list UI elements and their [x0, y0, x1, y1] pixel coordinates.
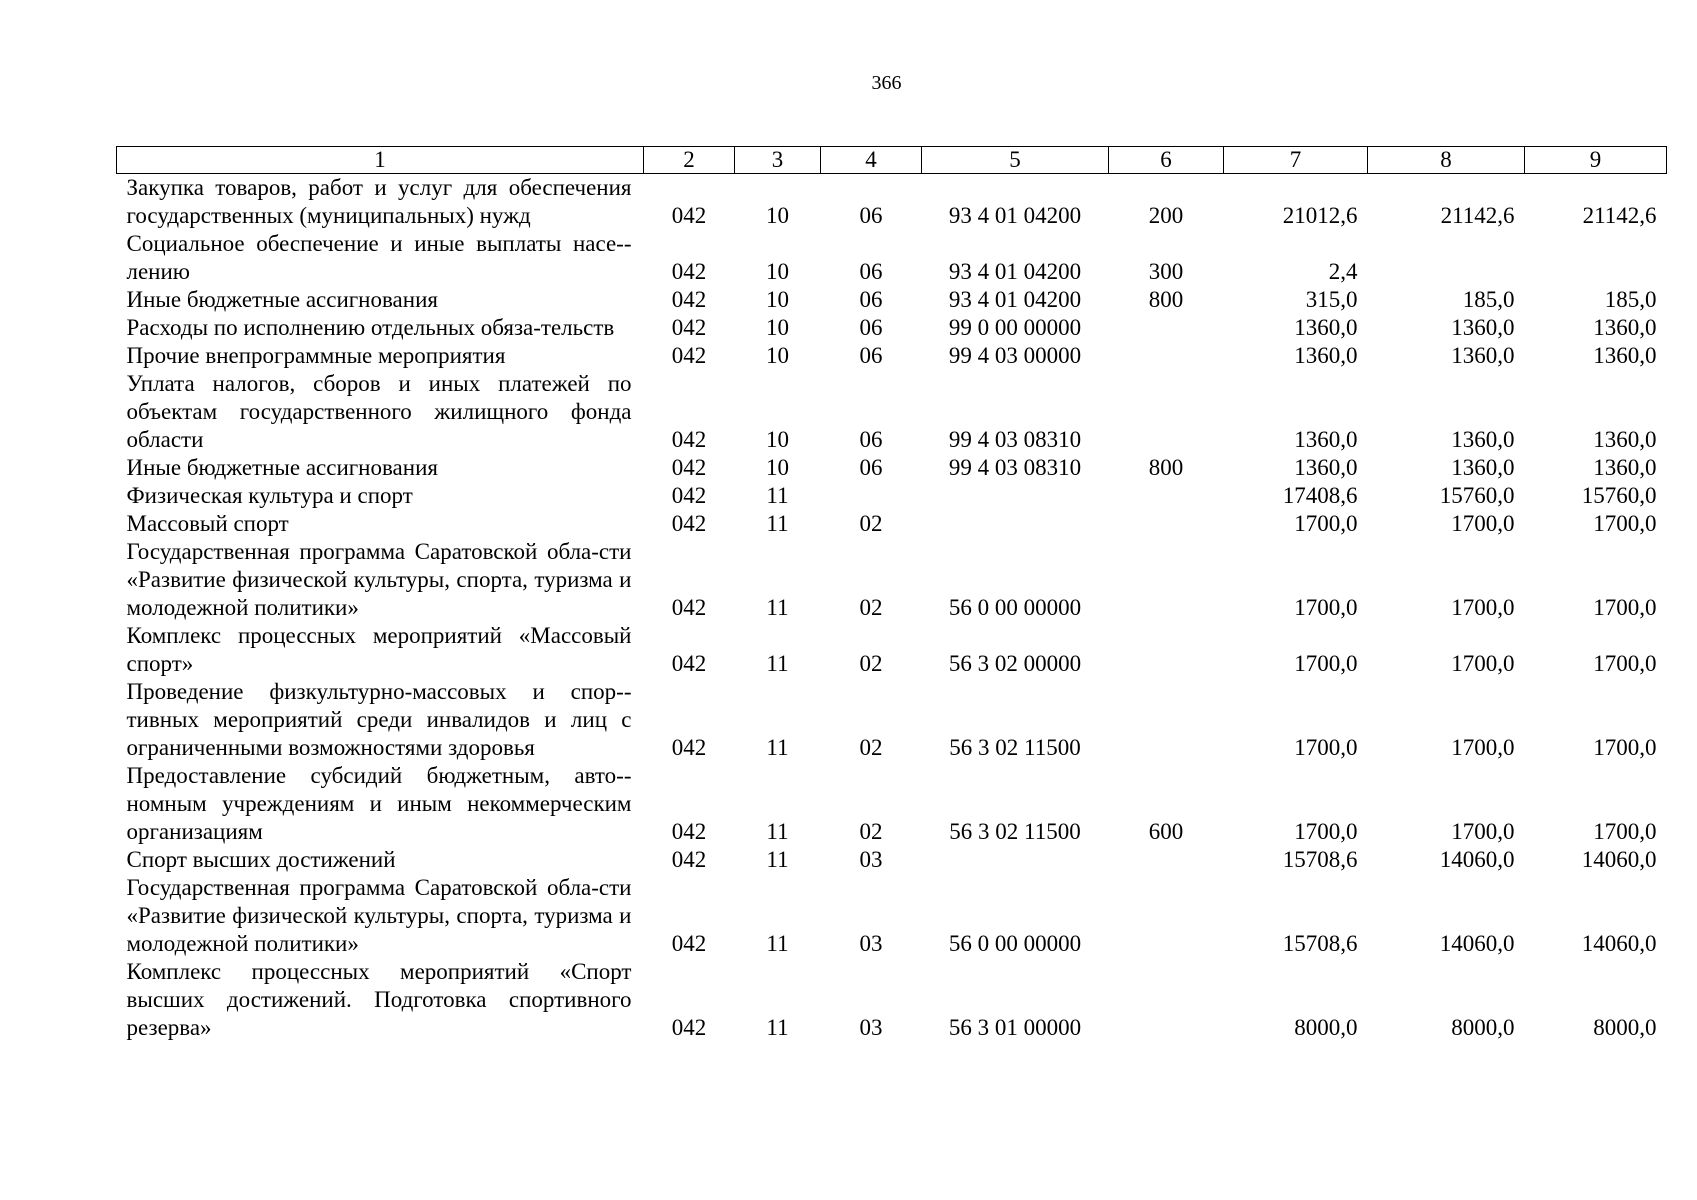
cell-col-2: 042 [671, 847, 707, 872]
cell-col-5 [922, 482, 1109, 510]
cell-col-5: 56 3 02 11500 [949, 819, 1081, 844]
row-name: Физическая культура и спорт [126, 483, 413, 508]
row-name: Предоставление субсидий бюджетным, авто-номным учреждениям и иным некоммерческим организациям [126, 763, 632, 844]
column-header-7: 7 [1224, 147, 1368, 174]
cell-col-9: 14060,0 [1581, 931, 1657, 956]
cell-col-5: 99 4 03 08310 [948, 427, 1082, 452]
cell-col-2: 042 [671, 343, 707, 368]
cell-col-2: 042 [671, 455, 707, 480]
row-name: Иные бюджетные ассигнования [126, 287, 438, 312]
cell-col-6 [1109, 314, 1224, 342]
cell-col-5: 56 3 02 00000 [948, 651, 1082, 676]
cell-col-9: 15760,0 [1581, 483, 1657, 508]
cell-col-4: 06 [859, 315, 883, 340]
cell-col-7: 17408,6 [1282, 483, 1358, 508]
table-row [117, 874, 1667, 958]
cell-col-7: 1700,0 [1294, 819, 1358, 844]
cell-col-9: 1700,0 [1593, 595, 1657, 620]
cell-col-6 [1109, 678, 1224, 762]
table-row [117, 370, 1667, 454]
cell-col-2: 042 [671, 511, 707, 536]
cell-col-5 [922, 846, 1109, 874]
row-name: Закупка товаров, работ и услуг для обеспечения государственных (муниципальных) нужд [126, 175, 632, 228]
cell-col-5: 56 0 00 00000 [948, 595, 1082, 620]
cell-col-2: 042 [671, 287, 707, 312]
table-row [117, 622, 1667, 678]
table-row [117, 762, 1667, 846]
cell-col-9 [1525, 230, 1667, 286]
row-name: Государственная программа Саратовской обла-сти «Развитие физической культуры, спорта, туризма и молодежной политики» [126, 875, 632, 956]
cell-col-4: 06 [859, 343, 883, 368]
cell-col-6: 600 [1148, 819, 1184, 844]
cell-col-4: 02 [859, 819, 883, 844]
cell-col-7: 1700,0 [1294, 651, 1358, 676]
row-name: Массовый спорт [126, 511, 289, 536]
cell-col-3: 11 [766, 595, 789, 620]
cell-col-9: 1700,0 [1593, 651, 1657, 676]
cell-col-2: 042 [671, 1015, 707, 1040]
cell-col-9: 1700,0 [1593, 819, 1657, 844]
cell-col-4: 06 [859, 427, 883, 452]
cell-col-2: 042 [671, 651, 707, 676]
cell-col-9: 21142,6 [1582, 203, 1657, 228]
cell-col-7: 1360,0 [1294, 343, 1358, 368]
cell-col-6 [1109, 370, 1224, 454]
cell-col-2: 042 [671, 735, 707, 760]
page-number: 366 [871, 72, 902, 94]
cell-col-6 [1109, 958, 1224, 1042]
cell-col-4: 02 [859, 651, 883, 676]
row-name: Государственная программа Саратовской обла-сти «Развитие физической культуры, спорта, туризма и молодежной политики» [126, 539, 632, 620]
cell-col-6: 200 [1148, 203, 1184, 228]
table-row [117, 958, 1667, 1042]
cell-col-9: 185,0 [1604, 287, 1657, 312]
cell-col-7: 1360,0 [1294, 427, 1358, 452]
cell-col-4: 06 [859, 259, 883, 284]
cell-col-3: 11 [766, 735, 789, 760]
table-row [117, 510, 1667, 538]
cell-col-5: 93 4 01 04200 [948, 287, 1082, 312]
cell-col-5: 99 4 03 08310 [948, 455, 1082, 480]
cell-col-5 [922, 510, 1109, 538]
cell-col-3: 10 [766, 427, 789, 452]
cell-col-5: 56 3 02 11500 [949, 735, 1081, 760]
cell-col-8: 1700,0 [1451, 651, 1515, 676]
column-header-5: 5 [922, 147, 1109, 174]
cell-col-2: 042 [671, 483, 707, 508]
cell-col-4 [821, 482, 922, 510]
cell-col-8 [1368, 230, 1525, 286]
table-body [117, 174, 1667, 1043]
row-name: Комплекс процессных мероприятий «Спорт высших достижений. Подготовка спортивного резерва» [126, 959, 632, 1040]
cell-col-2: 042 [671, 203, 707, 228]
cell-col-3: 10 [766, 203, 789, 228]
cell-col-4: 03 [859, 931, 883, 956]
cell-col-8: 8000,0 [1451, 1015, 1515, 1040]
cell-col-2: 042 [671, 427, 707, 452]
row-name: Проведение физкультурно-массовых и спор-тивных мероприятий среди инвалидов и лиц с ограниченными возможностями здоровья [126, 679, 632, 760]
cell-col-8: 1700,0 [1451, 511, 1515, 536]
cell-col-6 [1109, 510, 1224, 538]
cell-col-8: 15760,0 [1439, 483, 1515, 508]
row-name: Прочие внепрограммные мероприятия [126, 343, 506, 368]
cell-col-4: 06 [859, 287, 883, 312]
cell-col-6 [1109, 482, 1224, 510]
cell-col-2: 042 [671, 819, 707, 844]
cell-col-6 [1109, 622, 1224, 678]
cell-col-8: 21142,6 [1440, 203, 1515, 228]
cell-col-5: 93 4 01 04200 [948, 259, 1082, 284]
cell-col-7: 315,0 [1305, 287, 1358, 312]
table-row [117, 286, 1667, 314]
cell-col-7: 1700,0 [1294, 595, 1358, 620]
column-header-3: 3 [735, 147, 821, 174]
cell-col-5: 56 3 01 00000 [948, 1015, 1082, 1040]
cell-col-8: 1360,0 [1451, 455, 1515, 480]
table-row [117, 846, 1667, 874]
table-row [117, 482, 1667, 510]
cell-col-2: 042 [671, 931, 707, 956]
row-name: Уплата налогов, сборов и иных платежей по объектам государственного жилищного фонда области [126, 371, 632, 452]
cell-col-6 [1109, 538, 1224, 622]
cell-col-7: 1360,0 [1294, 455, 1358, 480]
cell-col-9: 1360,0 [1593, 427, 1657, 452]
cell-col-5: 56 0 00 00000 [948, 931, 1082, 956]
cell-col-3: 10 [766, 315, 789, 340]
cell-col-8: 1700,0 [1451, 735, 1515, 760]
cell-col-6: 300 [1148, 259, 1184, 284]
cell-col-6: 800 [1148, 455, 1184, 480]
cell-col-8: 1360,0 [1451, 343, 1515, 368]
cell-col-7: 1700,0 [1294, 735, 1358, 760]
cell-col-5: 99 0 00 00000 [948, 315, 1082, 340]
row-name: Спорт высших достижений [126, 847, 396, 872]
cell-col-7: 1360,0 [1294, 315, 1358, 340]
table-row [117, 342, 1667, 370]
cell-col-9: 14060,0 [1581, 847, 1657, 872]
cell-col-3: 10 [766, 455, 789, 480]
cell-col-2: 042 [671, 315, 707, 340]
cell-col-6 [1109, 342, 1224, 370]
cell-col-3: 10 [766, 287, 789, 312]
row-name: Иные бюджетные ассигнования [126, 455, 438, 480]
cell-col-3: 11 [766, 931, 789, 956]
cell-col-3: 11 [766, 847, 789, 872]
cell-col-5: 99 4 03 00000 [948, 343, 1082, 368]
row-name: Комплекс процессных мероприятий «Массовый спорт» [126, 623, 632, 676]
cell-col-8: 14060,0 [1439, 931, 1515, 956]
table-row [117, 538, 1667, 622]
cell-col-7: 15708,6 [1282, 847, 1358, 872]
column-header-1: 1 [117, 147, 644, 174]
cell-col-7: 21012,6 [1282, 203, 1358, 228]
cell-col-9: 1360,0 [1593, 315, 1657, 340]
cell-col-3: 10 [766, 343, 789, 368]
cell-col-4: 02 [859, 511, 883, 536]
row-name: Социальное обеспечение и иные выплаты насе-лению [126, 231, 632, 284]
cell-col-5: 93 4 01 04200 [948, 203, 1082, 228]
cell-col-3: 11 [766, 1015, 789, 1040]
table-header [117, 147, 1667, 174]
column-header-2: 2 [644, 147, 735, 174]
cell-col-4: 06 [859, 455, 883, 480]
cell-col-7: 8000,0 [1294, 1015, 1358, 1040]
cell-col-9: 1360,0 [1593, 343, 1657, 368]
cell-col-4: 03 [859, 847, 883, 872]
cell-col-9: 8000,0 [1593, 1015, 1657, 1040]
cell-col-4: 03 [859, 1015, 883, 1040]
cell-col-4: 06 [859, 203, 883, 228]
table-row [117, 314, 1667, 342]
cell-col-8: 1360,0 [1451, 315, 1515, 340]
cell-col-2: 042 [671, 259, 707, 284]
cell-col-6 [1109, 874, 1224, 958]
cell-col-8: 14060,0 [1439, 847, 1515, 872]
cell-col-8: 1360,0 [1451, 427, 1515, 452]
budget-table [116, 146, 1667, 1042]
table-row [117, 454, 1667, 482]
cell-col-3: 10 [766, 259, 789, 284]
cell-col-8: 1700,0 [1451, 595, 1515, 620]
cell-col-7: 15708,6 [1282, 931, 1358, 956]
cell-col-6: 800 [1148, 287, 1184, 312]
column-header-9: 9 [1525, 147, 1667, 174]
column-header-4: 4 [821, 147, 922, 174]
cell-col-9: 1700,0 [1593, 735, 1657, 760]
cell-col-3: 11 [766, 819, 789, 844]
cell-col-3: 11 [766, 511, 789, 536]
row-name: Расходы по исполнению отдельных обяза-тельств [126, 315, 615, 340]
cell-col-3: 11 [766, 651, 789, 676]
cell-col-7: 1700,0 [1294, 511, 1358, 536]
table-row [117, 174, 1667, 231]
cell-col-9: 1700,0 [1593, 511, 1657, 536]
table-row [117, 678, 1667, 762]
cell-col-8: 1700,0 [1451, 819, 1515, 844]
cell-col-4: 02 [859, 735, 883, 760]
cell-col-7: 2,4 [1328, 259, 1358, 284]
cell-col-9: 1360,0 [1593, 455, 1657, 480]
cell-col-8: 185,0 [1462, 287, 1515, 312]
cell-col-3: 11 [766, 483, 789, 508]
table-row [117, 230, 1667, 286]
cell-col-2: 042 [671, 595, 707, 620]
cell-col-6 [1109, 846, 1224, 874]
column-header-8: 8 [1368, 147, 1525, 174]
cell-col-4: 02 [859, 595, 883, 620]
column-header-6: 6 [1109, 147, 1224, 174]
